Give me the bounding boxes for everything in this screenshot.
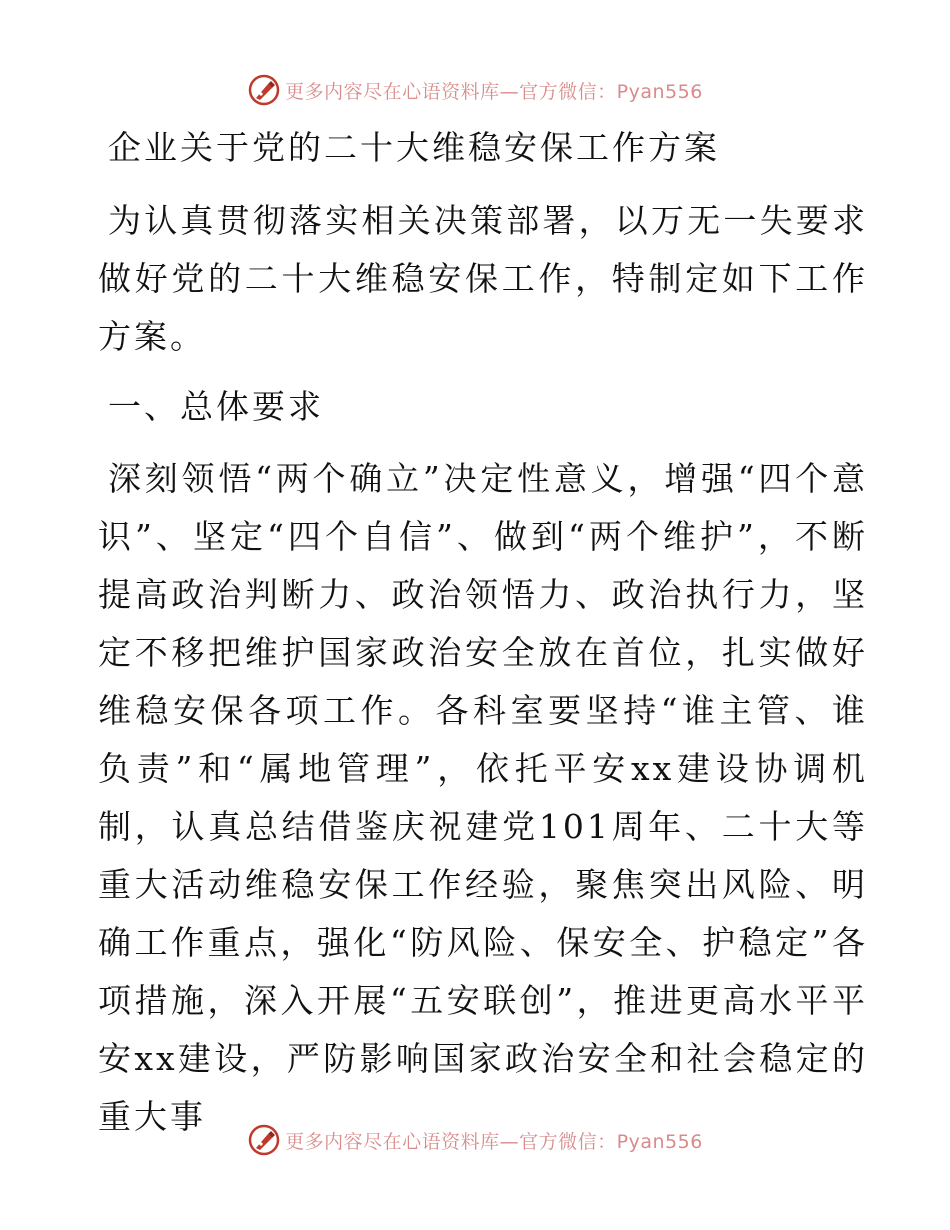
watermark-text: 更多内容尽在心语资料库—官方微信：Pyan556 <box>285 80 703 103</box>
document-title: 企业关于党的二十大维稳安保工作方案 <box>108 128 720 167</box>
intro-paragraph: 为认真贯彻落实相关决策部署，以万无一失要求做好党的二十大维稳安保工作，特制定如下工作方案。 <box>98 201 868 356</box>
watermark-text: 更多内容尽在心语资料库—官方微信：Pyan556 <box>285 1130 703 1153</box>
section-paragraph-general-requirements: 深刻领悟“两个确立”决定性意义，增强“四个意识”、坚定“四个自信”、做到“两个维护”，不断提高政治判断力、政治领悟力、政治执行力，坚定不移把维护国家政治安全放在首位，扎实做好维稳安保各项工作。各科室要坚持“谁主管、谁负责”和“属地管理”，依托平安xx建设协调机制，认真总结借鉴庆祝建党101周年、二十大等重大活动维稳安保工作经验，聚焦突出风险、明确工作重点，强化“防风险、保安全、护稳定”各项措施，深入开展“五安联创”，推进更高水平平安xx建设，严防影响国家政治安全和社会稳定的重大事 <box>98 459 868 1136</box>
watermark-footer <box>0 1120 950 1160</box>
pen-nib-icon <box>247 73 281 107</box>
document-body <box>98 120 868 1146</box>
pen-nib-icon <box>247 1123 281 1157</box>
watermark-header <box>0 70 950 110</box>
section-heading-general-requirements: 一、总体要求 <box>108 387 324 426</box>
